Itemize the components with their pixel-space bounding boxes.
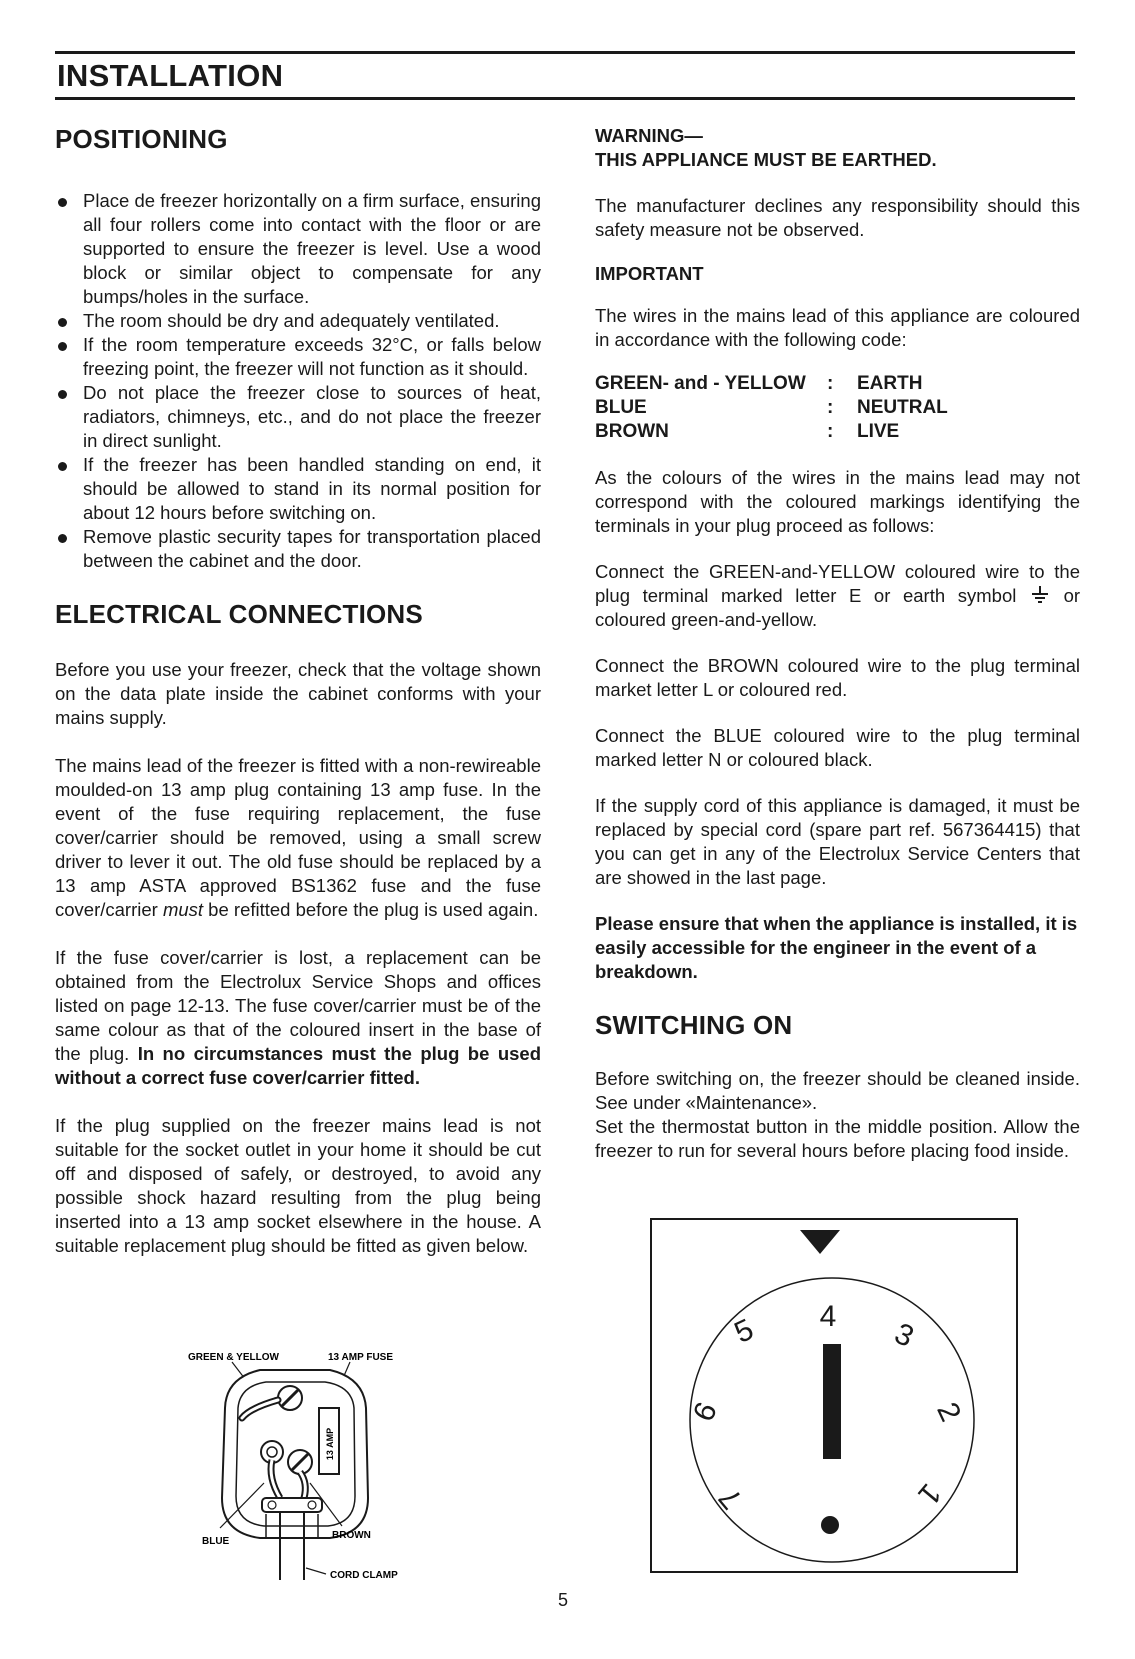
plug-label-cord-clamp: CORD CLAMP [330, 1570, 398, 1581]
list-item: The room should be dry and adequately ventilated. [55, 309, 541, 333]
para-blue: Connect the BLUE coloured wire to the plug terminal marked letter N or coloured black. [595, 725, 1080, 770]
table-row: GREEN- and - YELLOW : EARTH [595, 373, 923, 394]
left-column [55, 124, 541, 1258]
list-item: Remove plastic security tapes for transportation placed between the cabinet and the door. [55, 525, 541, 573]
dial-number-2: 2 [930, 1397, 968, 1427]
bullet-icon [58, 198, 67, 207]
para-brown: Connect the BROWN coloured wire to the plug terminal market letter L or coloured red. [595, 655, 1080, 700]
list-item: Do not place the freezer close to sources of heat, radiators, chimneys, etc., and do not place the freezer in direct sunlight. [55, 381, 541, 453]
bullet-icon [58, 390, 67, 399]
page-title: INSTALLATION [57, 58, 284, 93]
list-item: If the freezer has been handled standing on end, it should be allowed to stand in its normal position for about 12 hours before switching on. [55, 453, 541, 525]
dial-dot [821, 1516, 839, 1534]
positioning-heading: POSITIONING [55, 124, 228, 154]
dial-number-7: 7 [712, 1481, 749, 1516]
earth-symbol-icon [1029, 584, 1051, 606]
para-accessible: Please ensure that when the appliance is installed, it is easily accessible for the engineer in the event of a breakdown. [595, 913, 1078, 982]
electrical-para-voltage: Before you use your freezer, check that the voltage shown on the data plate inside the cabinet conforms with your mains supply. [55, 659, 541, 728]
header-rule-bottom [55, 97, 1075, 100]
cord-clamp-icon [262, 1498, 322, 1512]
dial-indicator-bar [823, 1344, 841, 1459]
bullet-icon [58, 318, 67, 327]
neutral-terminal-icon [261, 1441, 283, 1463]
bullet-icon [58, 462, 67, 471]
electrical-para-replacement: If the plug supplied on the freezer mains lead is not suitable for the socket outlet in your home it should be cut off and disposed of safely, or destroyed, to avoid any possible shock hazard resulting from the plug being inserted into a 13 amp socket elsewhere in the house. A suitable replacement plug should be fitted as given below. [55, 1115, 541, 1256]
para-green-yellow: Connect the GREEN-and-YELLOW coloured wire to the plug terminal marked letter E or earth symbol or coloured green-and-yellow. [595, 561, 1081, 630]
dial-number-4: 4 [819, 1300, 837, 1333]
electrical-para-plug: The mains lead of the freezer is fitted with a non-rewireable moulded-on 13 amp plug containing 13 amp fuse. In the event of the fuse requiring replacement, the fuse cover/carrier should be removed, using a small screw driver to lever it out. The old fuse should be replaced by a 13 amp ASTA approved BS1362 fuse and the fuse cover/carrier must be refitted before the plug is used again. [55, 755, 541, 920]
warning-text: The manufacturer declines any responsibility should this safety measure not be observed. [595, 195, 1080, 240]
switching-para2: Set the thermostat button in the middle position. Allow the freezer to run for several hours before placing food inside. [595, 1116, 1080, 1161]
dial-number-5: 5 [729, 1312, 759, 1350]
para-cord: If the supply cord of this appliance is damaged, it must be replaced by special cord (spare part ref. 567364415) that you can get in any of the Electrolux Service Centers that are showed in the last page. [595, 795, 1080, 888]
important-heading: IMPORTANT [595, 263, 704, 284]
page-number: 5 [558, 1590, 569, 1610]
dial-number-3: 3 [889, 1316, 919, 1354]
dial-number-6: 6 [686, 1397, 724, 1427]
para-colours: As the colours of the wires in the mains lead may not correspond with the coloured markings identifying the terminals in your plug proceed as follows: [595, 467, 1080, 536]
positioning-list [55, 189, 541, 573]
right-column [595, 124, 1080, 1163]
electrical-heading: ELECTRICAL CONNECTIONS [55, 599, 423, 629]
switching-para1: Before switching on, the freezer should be cleaned inside. See under «Maintenance». [595, 1068, 1080, 1113]
thermostat-diagram [650, 1218, 1018, 1573]
wire-colour-table [595, 372, 948, 444]
pointer-arrow-icon [800, 1230, 840, 1254]
bullet-icon [58, 534, 67, 543]
plug-label-fuse: 13 AMP FUSE [328, 1352, 394, 1363]
plug-label-brown: BROWN [332, 1530, 371, 1541]
thermostat-dial [652, 1220, 1016, 1571]
switching-heading: SWITCHING ON [595, 1010, 793, 1040]
plug-label-blue: BLUE [202, 1536, 230, 1547]
list-item: Place de freezer horizontally on a firm surface, ensuring all four rollers come into contact with the floor or are supported to ensure the freezer is level. Use a wood block or similar object to compensate for any bumps/holes in the surface. [55, 189, 541, 309]
plug-diagram [180, 1348, 440, 1582]
header-rule-top [55, 51, 1075, 54]
table-row: BLUE : NEUTRAL [595, 397, 948, 418]
warning-line2: THIS APPLIANCE MUST BE EARTHED. [595, 149, 937, 170]
electrical-para-fuse-cover: If the fuse cover/carrier is lost, a replacement can be obtained from the Electrolux Service Shops and offices listed on page 12-13. The fuse cover/carrier must be of the same colour as that of the coloured insert in the base of the plug. In no circumstances must the plug be used without a correct fuse cover/carrier fitted. [55, 947, 541, 1088]
table-row: BROWN : LIVE [595, 421, 900, 442]
dial-number-1: 1 [911, 1477, 948, 1512]
list-item: If the room temperature exceeds 32°C, or falls below freezing point, the freezer will not function as it should. [55, 333, 541, 381]
plug-label-green-yellow: GREEN & YELLOW [188, 1352, 279, 1363]
warning-line1: WARNING— [595, 125, 703, 146]
bullet-icon [58, 342, 67, 351]
important-text: The wires in the mains lead of this appliance are coloured in accordance with the following code: [595, 305, 1080, 350]
fuse-text: 13 AMP [325, 1427, 335, 1461]
